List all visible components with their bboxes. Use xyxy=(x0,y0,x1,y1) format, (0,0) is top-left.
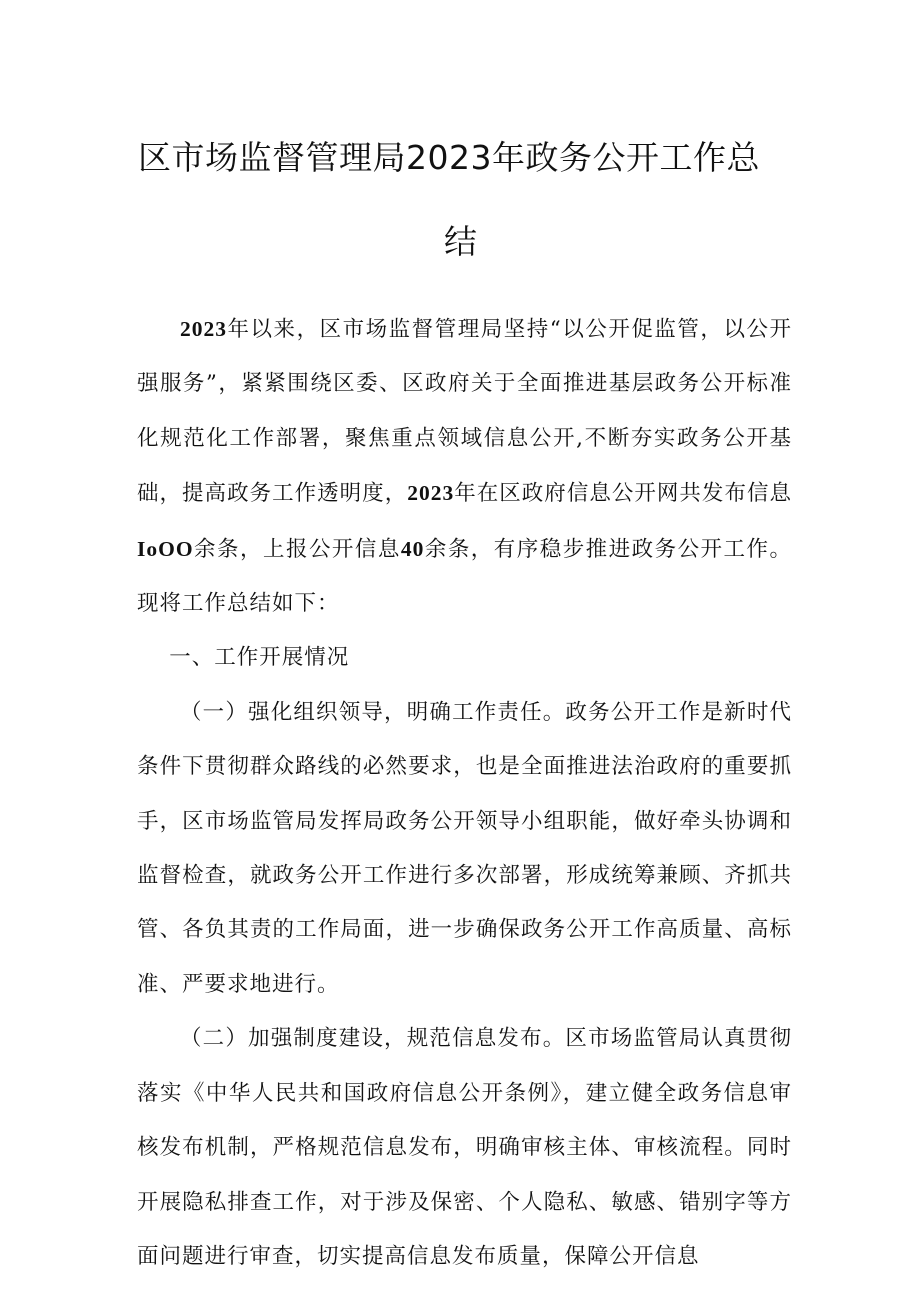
intro-count-2: 40 xyxy=(400,536,425,561)
intro-text-3: 余条，上报公开信息 xyxy=(193,536,401,562)
intro-year: 2023 xyxy=(180,317,227,341)
intro-year-2: 2023 xyxy=(407,481,455,506)
document-title-line-1: 区市场监督管理局2023年政务公开工作总 xyxy=(138,138,760,177)
intro-text-1: 年以来，区市场监督管理局坚持“以公开促监管，以公开强服务”，紧紧围绕区委、区政府关于全面推进基层政务公开标准化规范化工作部署，聚焦重点领域信息公开,不断夯实政务公开基础，提高政务工作透明度， xyxy=(137,317,792,507)
paragraph-1: （一）强化组织领导，明确工作责任。政务公开工作是新时代条件下贯彻群众路线的必然要求，也是全面推进法治政府的重要抓手，区市场监管局发挥局政务公开领导小组职能，做好牵头协调和监督检查，就政务公开工作进行多次部署，形成统筹兼顾、齐抓共管、各负其责的工作局面，进一步确保政务公开工作高质量、高标准、严要求地进行。 xyxy=(137,699,792,997)
intro-count-1: IoOO xyxy=(137,536,194,561)
intro-text-4: 余条，有序稳步推进政务公开工作。现将工作总结如下： xyxy=(137,536,792,617)
paragraph-2: （二）加强制度建设，规范信息发布。区市场监管局认真贯彻落实《中华人民共和国政府信息公开条例》，建立健全政务信息审核发布机制，严格规范信息发布，明确审核主体、审核流程。同时开展隐私排查工作，对于涉及保密、个人隐私、敏感、错别字等方面问题进行审查，切实提高信息发布质量，保障公开信息 xyxy=(137,1026,792,1269)
intro-paragraph xyxy=(137,302,792,631)
section-heading-1: 一、工作开展情况 xyxy=(169,645,350,671)
document-body xyxy=(137,302,792,1284)
document-title-line-2: 结 xyxy=(444,222,477,261)
intro-text-2: 年在区政府信息公开网共发布信息 xyxy=(454,481,792,507)
